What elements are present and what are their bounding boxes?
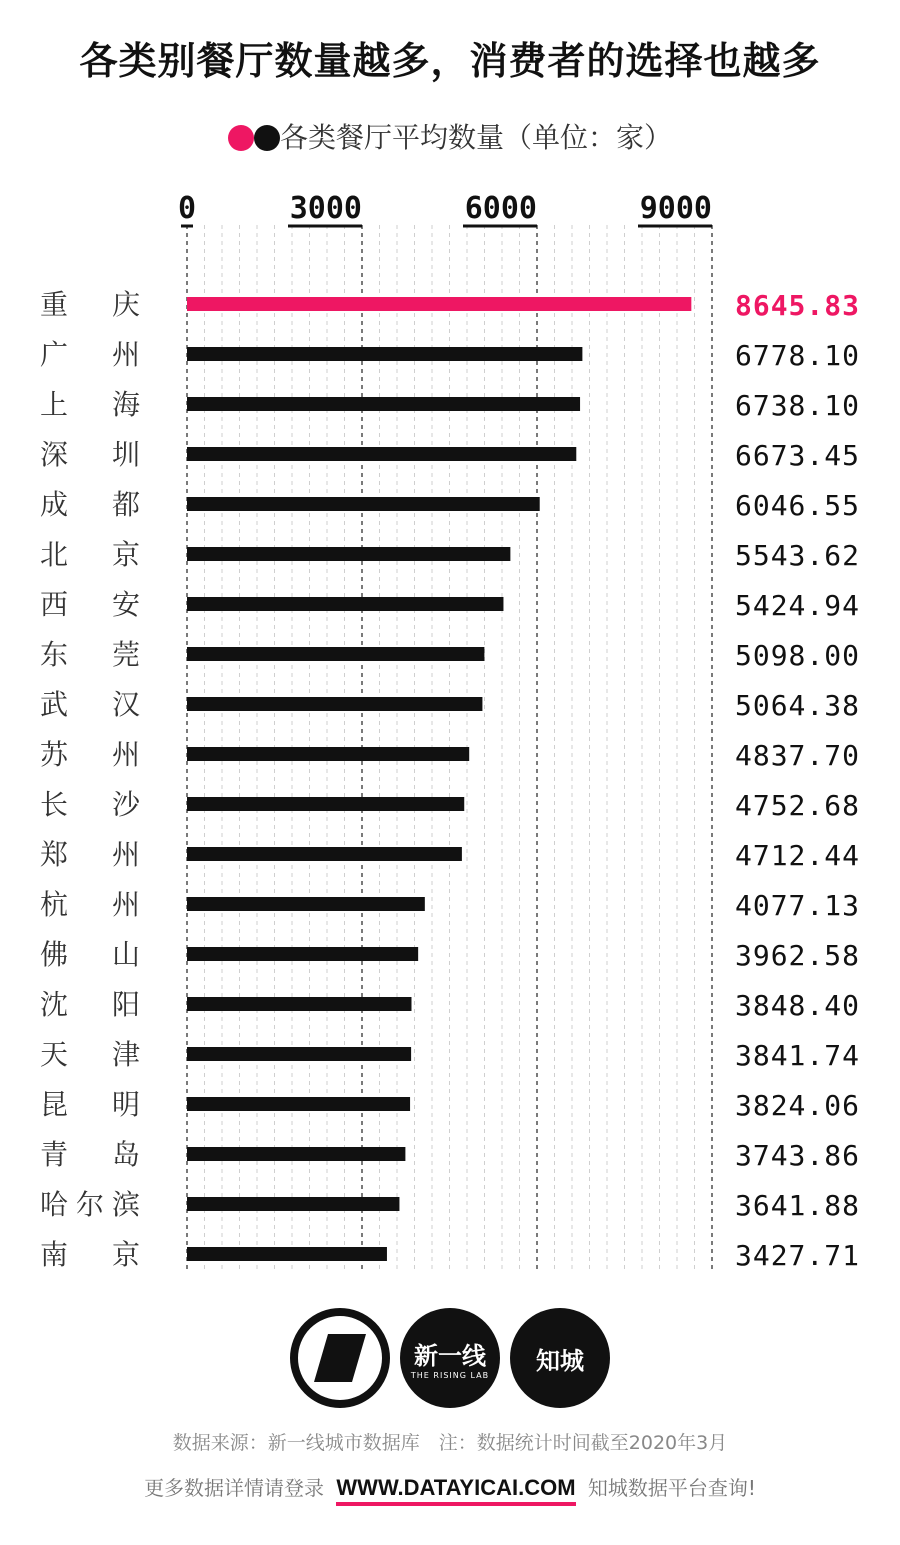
category-label: 北 京 bbox=[40, 538, 140, 571]
website-link[interactable]: WWW.DATAYICAI.COM bbox=[336, 1475, 575, 1506]
bar bbox=[187, 1247, 387, 1261]
bar bbox=[187, 997, 411, 1011]
bar bbox=[187, 1147, 405, 1161]
category-label: 杭 州 bbox=[40, 888, 140, 921]
value-label: 6738.10 bbox=[734, 389, 860, 422]
category-label: 南 京 bbox=[40, 1238, 140, 1271]
logos bbox=[0, 1308, 900, 1412]
category-label: 青 岛 bbox=[40, 1138, 140, 1171]
category-label: 成 都 bbox=[40, 488, 140, 521]
value-label: 3824.06 bbox=[734, 1089, 860, 1122]
category-label: 沈 阳 bbox=[40, 988, 140, 1021]
bar bbox=[187, 597, 503, 611]
parallelogram-icon bbox=[310, 1328, 370, 1388]
rising-lab-subtitle: THE RISING LAB bbox=[410, 1371, 490, 1380]
value-label: 4837.70 bbox=[734, 739, 860, 772]
value-label: 3962.58 bbox=[734, 939, 860, 972]
value-label: 6778.10 bbox=[734, 339, 860, 372]
category-label: 长 沙 bbox=[40, 788, 140, 821]
footer bbox=[0, 1472, 900, 1501]
value-label: 5064.38 bbox=[734, 689, 860, 722]
value-label: 4712.44 bbox=[734, 839, 860, 872]
footer-suffix: 知城数据平台查询! bbox=[587, 1476, 756, 1500]
value-label: 5098.00 bbox=[734, 639, 860, 672]
category-label: 天 津 bbox=[40, 1038, 140, 1071]
value-label: 4752.68 bbox=[734, 789, 860, 822]
category-label: 重 庆 bbox=[40, 288, 140, 321]
value-label: 3841.74 bbox=[734, 1039, 860, 1072]
category-label: 哈尔滨 bbox=[40, 1188, 140, 1221]
bar bbox=[187, 1197, 399, 1211]
footer-prefix: 更多数据详情请登录 bbox=[144, 1476, 325, 1500]
x-tick-label: 6000 bbox=[464, 191, 537, 226]
value-label: 6673.45 bbox=[734, 439, 860, 472]
chart-title: 各类别餐厅数量越多，消费者的选择也越多 bbox=[79, 39, 821, 83]
category-label: 西 安 bbox=[40, 588, 140, 621]
category-label: 武 汉 bbox=[40, 688, 140, 721]
category-label: 郑 州 bbox=[40, 838, 140, 871]
category-label: 苏 州 bbox=[40, 738, 140, 771]
bar bbox=[187, 947, 418, 961]
bar-highlight bbox=[187, 297, 691, 311]
value-label: 3743.86 bbox=[734, 1139, 860, 1172]
value-label: 3641.88 bbox=[734, 1189, 860, 1222]
first-financial-logo bbox=[290, 1308, 390, 1408]
bar bbox=[187, 747, 469, 761]
bar bbox=[187, 1097, 410, 1111]
value-label: 8645.83 bbox=[734, 289, 860, 322]
bar bbox=[187, 447, 576, 461]
value-label: 3848.40 bbox=[734, 989, 860, 1022]
category-label: 深 圳 bbox=[40, 438, 140, 471]
value-label: 5543.62 bbox=[734, 539, 860, 572]
source-note: 数据来源：新一线城市数据库 注：数据统计时间截至2020年3月 bbox=[172, 1432, 728, 1454]
bar bbox=[187, 697, 482, 711]
category-label: 上 海 bbox=[40, 388, 140, 421]
value-label: 3427.71 bbox=[734, 1239, 860, 1272]
bar bbox=[187, 547, 510, 561]
x-tick-label: 3000 bbox=[289, 191, 362, 226]
legend-label: 各类餐厅平均数量（单位：家） bbox=[279, 121, 672, 154]
bar bbox=[187, 897, 425, 911]
value-label: 4077.13 bbox=[734, 889, 860, 922]
value-label: 5424.94 bbox=[734, 589, 860, 622]
bar bbox=[187, 497, 540, 511]
category-label: 佛 山 bbox=[40, 938, 140, 971]
bar bbox=[187, 797, 464, 811]
zhicheng-name: 知城 bbox=[536, 1346, 584, 1375]
x-tick-label: 9000 bbox=[639, 191, 712, 226]
value-label: 6046.55 bbox=[734, 489, 860, 522]
category-label: 东 莞 bbox=[40, 638, 140, 671]
bar bbox=[187, 1047, 411, 1061]
bar bbox=[187, 347, 582, 361]
bar bbox=[187, 397, 580, 411]
rising-lab-name: 新一线 bbox=[414, 1342, 486, 1370]
x-tick-label: 0 bbox=[177, 191, 197, 226]
category-label: 昆 明 bbox=[40, 1088, 140, 1121]
zhicheng-logo bbox=[510, 1308, 610, 1408]
bar bbox=[187, 647, 484, 661]
bar bbox=[187, 847, 462, 861]
category-label: 广 州 bbox=[40, 338, 140, 371]
rising-lab-logo bbox=[400, 1308, 500, 1408]
